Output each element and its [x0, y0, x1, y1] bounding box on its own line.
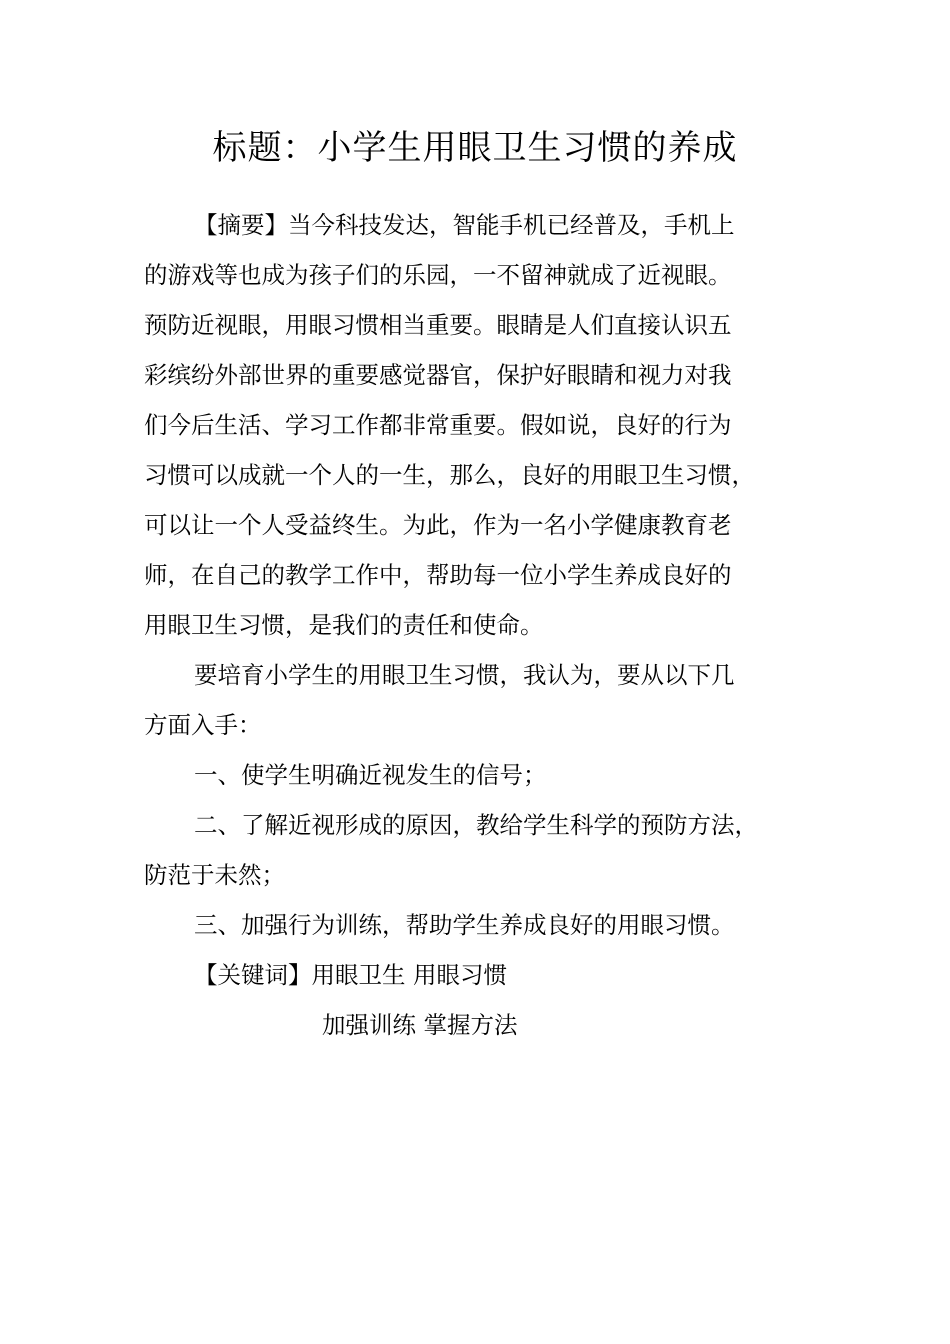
abstract-line: 【摘要】当今科技发达，智能手机已经普及，手机上 — [194, 211, 735, 239]
intro-line: 方面入手： — [144, 711, 262, 739]
intro-line: 要培育小学生的用眼卫生习惯，我认为，要从以下几 — [194, 661, 735, 689]
abstract-line: 们今后生活、学习工作都非常重要。假如说，良好的行为 — [144, 411, 732, 439]
abstract-line: 习惯可以成就一个人的一生，那么，良好的用眼卫生习惯， — [144, 461, 755, 489]
abstract-line: 彩缤纷外部世界的重要感觉器官，保护好眼睛和视力对我 — [144, 361, 732, 389]
point-three-line: 三、加强行为训练，帮助学生养成良好的用眼习惯。 — [194, 911, 735, 939]
point-two-line: 防范于未然； — [144, 861, 285, 889]
abstract-paragraph — [144, 200, 804, 1050]
abstract-line: 的游戏等也成为孩子们的乐园，一不留神就成了近视眼。 — [144, 261, 732, 289]
page-title: 标题：小学生用眼卫生习惯的养成 — [212, 128, 738, 168]
keywords-line: 【关键词】用眼卫生 用眼习惯 — [194, 961, 507, 989]
abstract-line: 预防近视眼，用眼习惯相当重要。眼睛是人们直接认识五 — [144, 311, 732, 339]
point-two-line: 二、了解近视形成的原因，教给学生科学的预防方法， — [194, 811, 758, 839]
point-one-line: 一、使学生明确近视发生的信号； — [194, 761, 547, 789]
abstract-line: 用眼卫生习惯，是我们的责任和使命。 — [144, 611, 544, 639]
abstract-line: 师，在自己的教学工作中，帮助每一位小学生养成良好的 — [144, 561, 732, 589]
keywords-continuation-line: 加强训练 掌握方法 — [322, 1011, 518, 1039]
abstract-line: 可以让一个人受益终生。为此，作为一名小学健康教育老 — [144, 511, 732, 539]
